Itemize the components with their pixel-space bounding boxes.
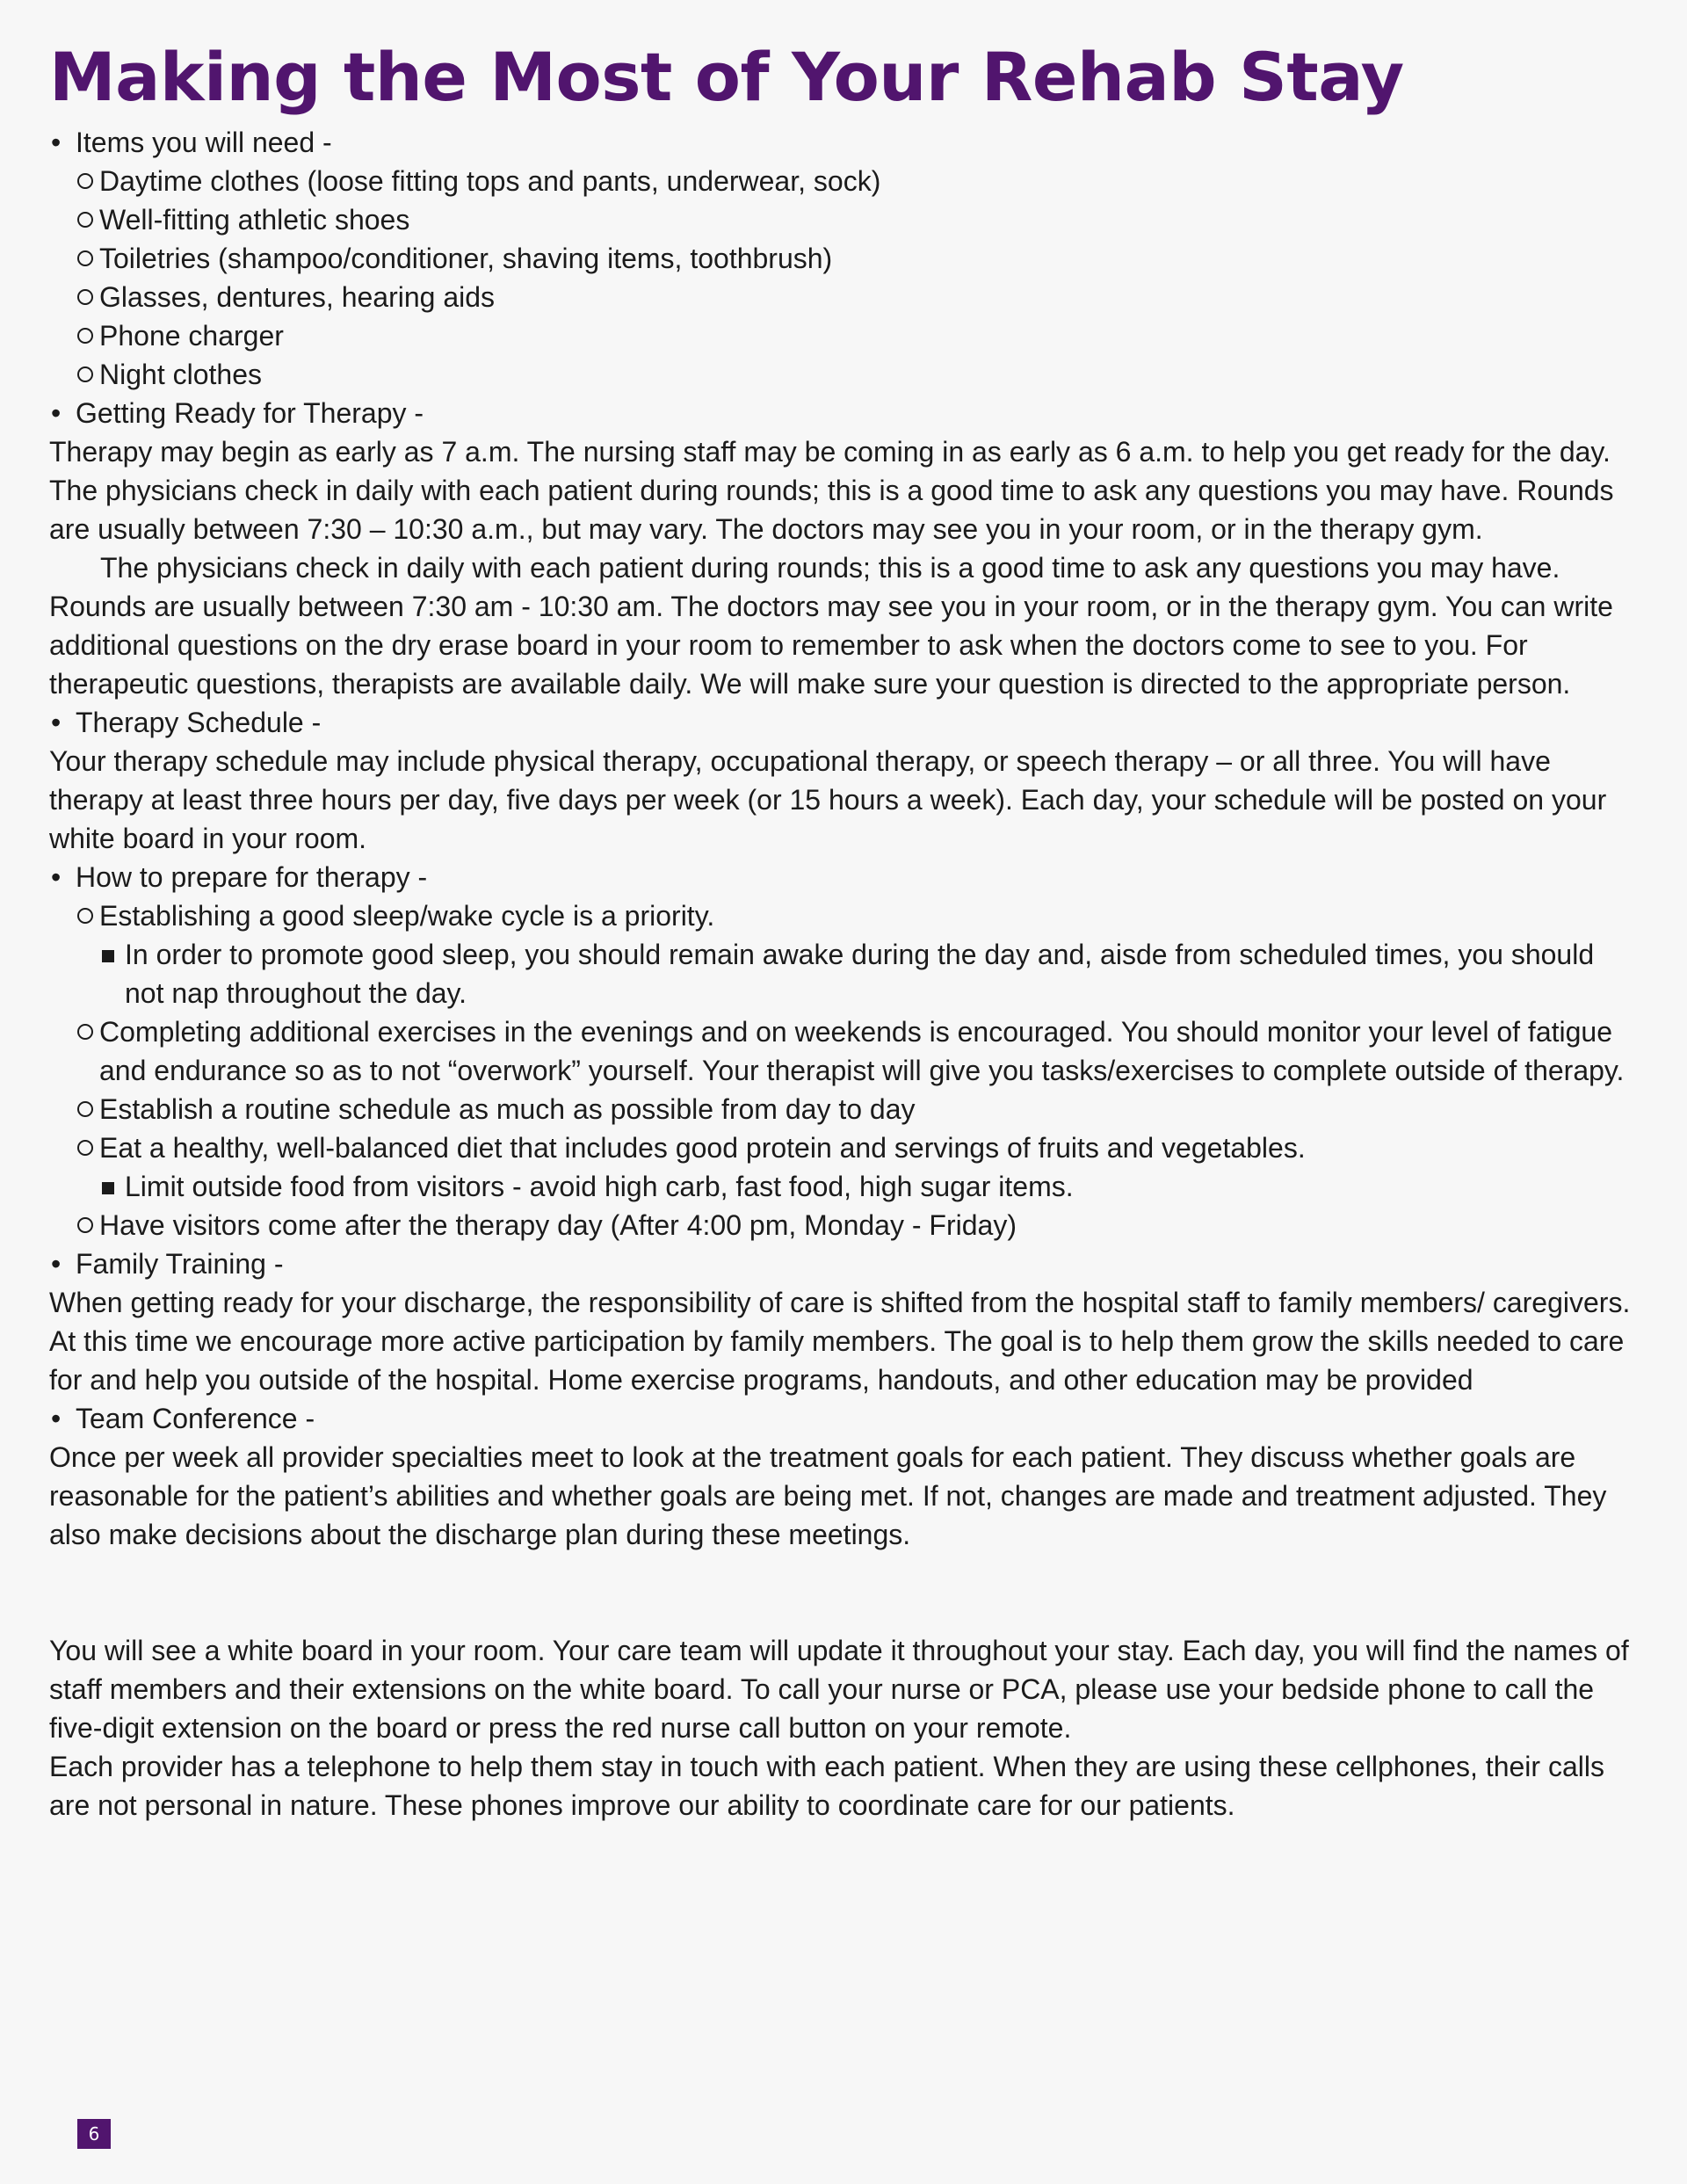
getting-ready-paragraph: Therapy may begin as early as 7 a.m. The nursing staff may be coming in as early as 6 a.m. to help you get ready for the day. The physicians check in daily with each patient during rounds; this is a good time to ask any questions you may have. Rounds are usually between 7:30 – 10:30 a.m., but may vary. The doctors may see you in your room, or in the therapy gym. <box>49 436 1614 545</box>
page-content <box>49 35 1640 1825</box>
schedule-paragraph: Your therapy schedule may include physical therapy, occupational therapy, or speech therapy – or all three. You will have therapy at least three hours per day, five days per week (or 15 hours a week). Each day, your schedule will be posted on your white board in your room. <box>49 745 1607 854</box>
list-item: Glasses, dentures, hearing aids <box>49 278 1640 316</box>
section-heading-prepare: • How to prepare for therapy - <box>49 858 1640 896</box>
list-item: Establish a routine schedule as much as possible from day to day <box>49 1090 1640 1128</box>
section-heading-getting-ready: • Getting Ready for Therapy - <box>49 394 1640 432</box>
bullet-icon: • <box>51 861 62 893</box>
page-title: Making the Most of Your Rehab Stay <box>49 38 1404 116</box>
bullet-icon: • <box>51 1248 62 1280</box>
bullet-icon: • <box>51 1403 62 1434</box>
list-item: Well-fitting athletic shoes <box>49 200 1640 239</box>
section-heading-schedule: • Therapy Schedule - <box>49 703 1640 742</box>
square-bullet-icon <box>102 1182 114 1194</box>
list-item: Eat a healthy, well-balanced diet that includes good protein and servings of fruits and vegetables. <box>49 1128 1640 1167</box>
sub-list-item: In order to promote good sleep, you should remain awake during the day and, aisde from scheduled times, you should not nap throughout the day. <box>49 935 1640 1012</box>
circle-bullet-icon <box>77 173 93 189</box>
family-paragraph: When getting ready for your discharge, the responsibility of care is shifted from the hospital staff to family members/ caregivers. At this time we encourage more active participation by family members. The goal is to help them grow the skills needed to care for and help you outside of the hospital. Home exercise programs, handouts, and other education may be provided <box>49 1287 1631 1396</box>
bullet-icon: • <box>51 397 62 429</box>
circle-bullet-icon <box>77 908 93 924</box>
list-item: Completing additional exercises in the evenings and on weekends is encouraged. You should monitor your level of fatigue and endurance so as to not “overwork” yourself. Your therapist will give you tasks/exercises to complete outside of therapy. <box>49 1012 1640 1090</box>
circle-bullet-icon <box>77 1140 93 1156</box>
square-bullet-icon <box>102 950 114 962</box>
bullet-icon: • <box>51 707 62 738</box>
circle-bullet-icon <box>77 1101 93 1117</box>
list-item: Daytime clothes (loose fitting tops and pants, underwear, sock) <box>49 162 1640 200</box>
team-paragraph: Once per week all provider specialties meet to look at the treatment goals for each patient. They discuss whether goals are reasonable for the patient’s abilities and whether goals are being met. If not, changes are made and treatment adjusted. They also make decisions about the discharge plan during these meetings. <box>49 1441 1607 1550</box>
circle-bullet-icon <box>77 289 93 305</box>
circle-bullet-icon <box>77 212 93 228</box>
list-item: Have visitors come after the therapy day (After 4:00 pm, Monday - Friday) <box>49 1206 1640 1244</box>
circle-bullet-icon <box>77 1217 93 1233</box>
spacer <box>49 1554 1640 1631</box>
page-number: 6 <box>77 2119 111 2149</box>
bullet-icon: • <box>51 127 62 158</box>
circle-bullet-icon <box>77 250 93 266</box>
rounds-paragraph: The physicians check in daily with each patient during rounds; this is a good time to ask any questions you may have. Rounds are usually between 7:30 am - 10:30 am. The doctors may see you in your room, or in the therapy gym. You can write additional questions on the dry erase board in your room to remember to ask when the doctors come to see to you. For therapeutic questions, therapists are available daily. We will make sure your question is directed to the appropriate person. <box>49 552 1613 700</box>
section-heading-family: • Family Training - <box>49 1244 1640 1283</box>
circle-bullet-icon <box>77 1024 93 1040</box>
whiteboard-paragraph: You will see a white board in your room. Your care team will update it throughout your stay. Each day, you will find the names of staff members and their extensions on the white board. To call your nurse or PCA, please use your bedside phone to call the five-digit extension on the board or press the red nurse call button on your remote. <box>49 1635 1629 1744</box>
phone-paragraph: Each provider has a telephone to help them stay in touch with each patient. When they are using these cellphones, their calls are not personal in nature. These phones improve our ability to coordinate care for our patients. <box>49 1751 1604 1821</box>
list-item: Night clothes <box>49 355 1640 394</box>
list-item: Toiletries (shampoo/conditioner, shaving items, toothbrush) <box>49 239 1640 278</box>
sub-list-item: Limit outside food from visitors - avoid high carb, fast food, high sugar items. <box>49 1167 1640 1206</box>
circle-bullet-icon <box>77 328 93 344</box>
list-item: Phone charger <box>49 316 1640 355</box>
section-heading-items: • Items you will need - <box>49 123 1640 162</box>
section-heading-team: • Team Conference - <box>49 1399 1640 1438</box>
circle-bullet-icon <box>77 366 93 382</box>
list-item: Establishing a good sleep/wake cycle is a priority. <box>49 896 1640 935</box>
